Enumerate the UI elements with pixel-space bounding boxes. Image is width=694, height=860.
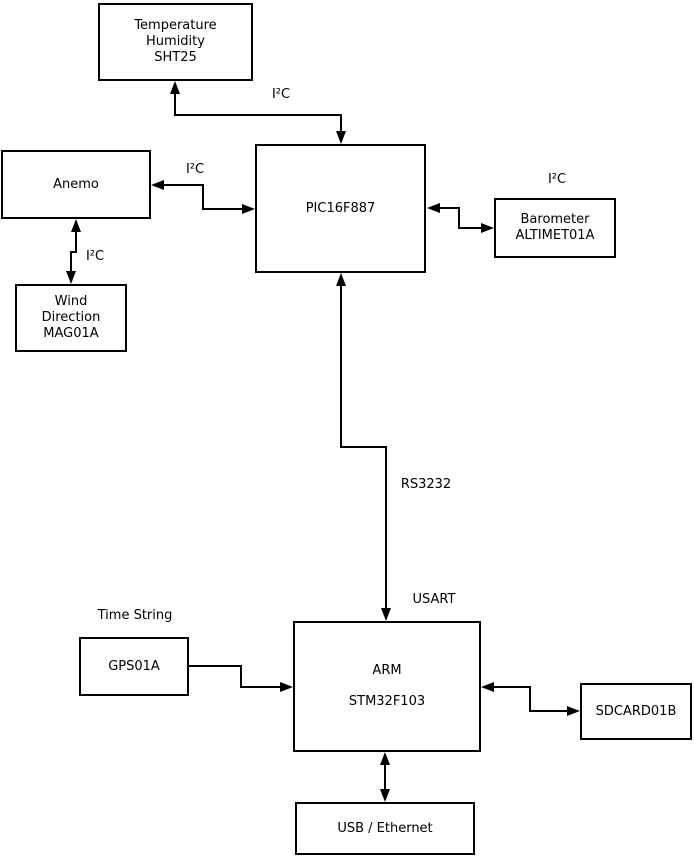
connector-pic-barometer — [427, 203, 494, 233]
node-pic — [255, 144, 426, 273]
node-sdcard — [580, 683, 692, 740]
node-label-line: USB / Ethernet — [337, 820, 433, 836]
node-label-line: ALTIMET01A — [515, 228, 595, 243]
connector-line — [438, 208, 483, 228]
connector-line — [162, 185, 244, 209]
node-label-line: Humidity — [146, 34, 205, 49]
label-rs3232: RS3232 — [400, 477, 452, 492]
node-usb-ethernet — [295, 802, 475, 855]
connector-line — [492, 687, 569, 711]
connector-anemo-wind — [66, 219, 81, 284]
label-i2c-anemo: I²C — [185, 162, 205, 177]
connector-line — [71, 230, 76, 273]
node-label-line: Anemo — [53, 176, 99, 192]
node-label-line: GPS01A — [108, 658, 160, 674]
label-usart: USART — [412, 592, 456, 607]
label-i2c-sht25: I²C — [271, 87, 291, 102]
node-wind-direction — [15, 284, 127, 352]
node-label-line: Direction — [41, 310, 101, 325]
node-temp-humidity — [98, 3, 253, 81]
node-label-line: Barometer — [520, 212, 590, 227]
node-label-line: SDCARD01B — [595, 703, 677, 719]
node-label-line: STM32F103 — [348, 694, 426, 709]
connector-pic-sht25 — [170, 81, 346, 144]
node-label-line: Wind — [54, 294, 88, 309]
label-time-string: Time String — [97, 608, 173, 623]
connector-line — [341, 284, 386, 610]
connector-line — [189, 666, 282, 687]
node-label-line: PIC16F887 — [305, 200, 376, 216]
node-label-line: ARM — [372, 663, 402, 678]
node-label-line: SHT25 — [154, 50, 197, 65]
label-i2c-barometer: I²C — [547, 172, 567, 187]
label-i2c-wind: I²C — [85, 249, 105, 264]
node-anemo — [1, 150, 151, 219]
node-gps — [79, 637, 189, 696]
connector-arm-usb — [380, 752, 390, 802]
node-barometer — [494, 198, 616, 258]
node-label-line: Temperature — [134, 18, 217, 33]
connector-arm-sdcard — [481, 682, 580, 716]
connector-pic-anemo — [151, 180, 255, 214]
node-arm — [293, 621, 481, 752]
connector-line — [175, 92, 341, 133]
connector-pic-arm — [336, 273, 391, 621]
connector-gps-arm — [189, 666, 293, 692]
node-label-line: MAG01A — [43, 326, 99, 341]
